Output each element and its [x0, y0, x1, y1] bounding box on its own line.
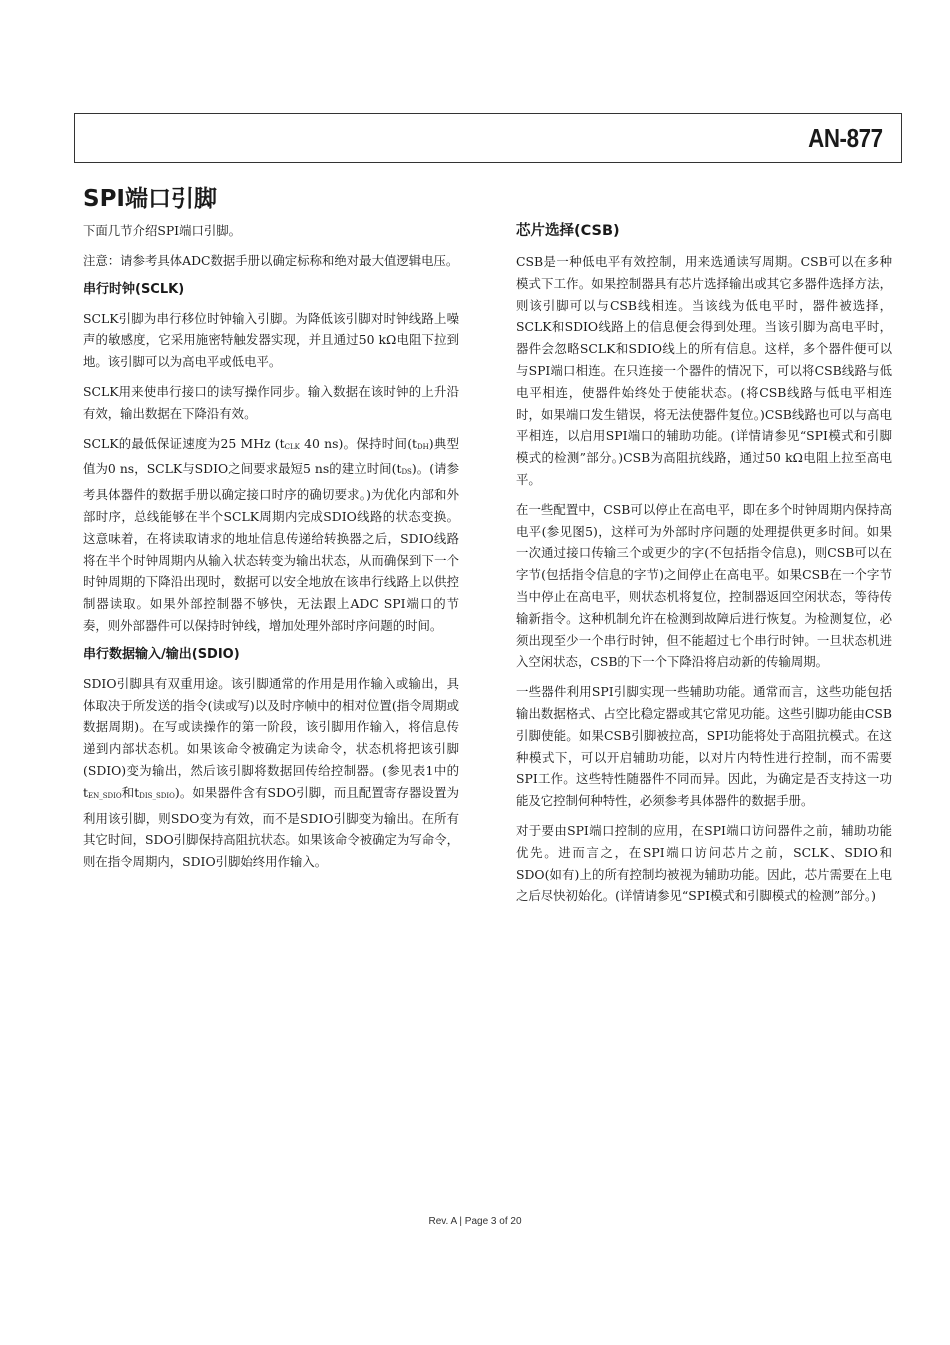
sdio-heading: 串行数据输入/输出(SDIO) — [83, 646, 240, 662]
csb-heading: 芯片选择(CSB) — [516, 223, 620, 239]
subscript: DH — [417, 442, 429, 451]
text-run: SDIO引脚具有双重用途。该引脚通常的作用是用作输入或输出，具体取决于所发送的指令(读或写)以及时序帧中的相对位置(指令周期或数据周期)。在写或读操作的第一阶段，该引脚用作输入，将信息传递到内部状态机。如果该命令被确定为读命令，状态机将把该引脚(SDIO)变为输出，然后该引脚将数据回传给控制器。(参见表1中的t — [83, 675, 459, 800]
sclk-paragraph-1: SCLK引脚为串行移位时钟输入引脚。为降低该引脚对时钟线路上噪声的敏感度，它采用施密特触发器实现，并且通过50 kΩ电阻下拉到地。该引脚可以为高电平或低电平。 — [83, 310, 459, 370]
text-run: )。(请参考具体器件的数据手册以确定接口时序的确切要求。)为优化内部和外部时序，总线能够在半个SCLK周期内完成SDIO线路的状态变换。这意味着，在将读取请求的地址信息传递给转换器之后，SDIO线路将在半个时钟周期内从输入状态转变为输出状态，从而确保到下一个时钟周期的下降沿出现时，数据可以安全地放在该串行线路上以供控制器读取。如果外部控制器不够快，无法跟上ADC SPI端口的节奏，则外部器件可以保持时钟线，增加处理外部时序问题的时间。 — [83, 461, 459, 633]
note-paragraph: 注意：请参考具体ADC数据手册以确定标称和绝对最大值逻辑电压。 — [83, 252, 459, 268]
sclk-paragraph-2: SCLK用来使串行接口的读写操作同步。输入数据在该时钟的上升沿有效，输出数据在下降沿有效。 — [83, 383, 459, 421]
sclk-paragraph-3 — [83, 433, 459, 637]
subscript: DS — [401, 468, 412, 477]
text-run: )典型值为0 ns，SCLK与SDIO之间要求最短5 ns的建立时间(t — [83, 435, 459, 477]
document-id: AN-877 — [808, 123, 883, 153]
csb-paragraph-4: 对于要由SPI端口控制的应用，在SPI端口访问器件之前，辅助功能优先。进而言之，在SPI端口访问芯片之前，SCLK、SDIO和SDO(如有)上的所有控制均被视为辅助功能。因此，芯片需要在上电之后尽快初始化。(详情请参见“SPI模式和引脚模式的检测”部分。) — [516, 822, 892, 904]
header-box — [74, 113, 902, 163]
page-title: SPI端口引脚 — [83, 186, 217, 212]
left-column — [83, 220, 459, 881]
page-footer: Rev. A | Page 3 of 20 — [428, 1216, 522, 1227]
text-run: )。如果器件含有SDO引脚，而且配置寄存器设置为利用该引脚，则SDO变为有效，而不是SDIO引脚变为输出。在所有其它时间，SDO引脚保持高阻抗状态。如果该命令被确定为写命令，则在指令周期内，SDIO引脚始终用作输入。 — [83, 784, 459, 870]
sclk-heading: 串行时钟(SCLK) — [83, 281, 185, 297]
right-column — [516, 221, 892, 915]
subscript: CLK — [284, 442, 300, 451]
intro-paragraph: 下面几节介绍SPI端口引脚。 — [83, 223, 242, 238]
text-run: 和t — [121, 784, 140, 800]
csb-paragraph-2: 在一些配置中，CSB可以停止在高电平，即在多个时钟周期内保持高电平(参见图5)，这样可为外部时序问题的处理提供更多时间。如果一次通过接口传输三个或更少的字(不包括指令信息)，则CSB可以在字节(包括指令信息的字节)之间停止在高电平。如果CSB在一个字节当中停止在高电平，则状态机将复位，控制器返回空闲状态，等待传输新指令。这种机制允许在检测到故障后进行恢复。为检测复位，必须出现至少一个串行时钟，但不能超过七个串行时钟。一旦状态机进入空闲状态，CSB的下一个下降沿将启动新的传输周期。 — [516, 501, 892, 670]
sdio-paragraph — [83, 673, 459, 873]
subscript: DIS_SDIO — [139, 791, 175, 800]
subscript: EN_SDIO — [87, 791, 122, 800]
text-run: SCLK的最低保证速度为25 MHz (t — [83, 435, 285, 451]
csb-paragraph-1: CSB是一种低电平有效控制，用来选通读写周期。CSB可以在多种模式下工作。如果控制器具有芯片选择输出或其它多器件选择方法，则该引脚可以与CSB线相连。当该线为低电平时，器件被选择，SCLK和SDIO线路上的信息便会得到处理。当该引脚为高电平时，器件会忽略SCLK和SDIO线上的所有信息。这样，多个器件便可以与SPI端口相连。在只连接一个器件的情况下，可以将CSB线路与低电平相连，使器件始终处于使能状态。(将CSB线路与低电平相连时，如果端口发生错误，将无法使器件复位。)CSB线路也可以与高电平相连，以启用SPI端口的辅助功能。(详情请参见“SPI模式和引脚模式的检测”部分。)CSB为高阻抗线路，通过50 kΩ电阻上拉至高电平。 — [516, 254, 892, 487]
text-run: 40 ns)。保持时间(t — [299, 435, 418, 451]
csb-paragraph-3: 一些器件利用SPI引脚实现一些辅助功能。通常而言，这些功能包括输出数据格式、占空比稳定器或其它常见功能。这些引脚功能由CSB引脚使能。如果CSB引脚被拉高，SPI功能将处于高阻抗模式。在这种模式下，可以开启辅助功能，以对片内特性进行控制，而不需要SPI工作。这些特性随器件不同而异。因此，为确定是否支持这一功能及它控制何种特性，必须参考具体器件的数据手册。 — [516, 684, 892, 809]
